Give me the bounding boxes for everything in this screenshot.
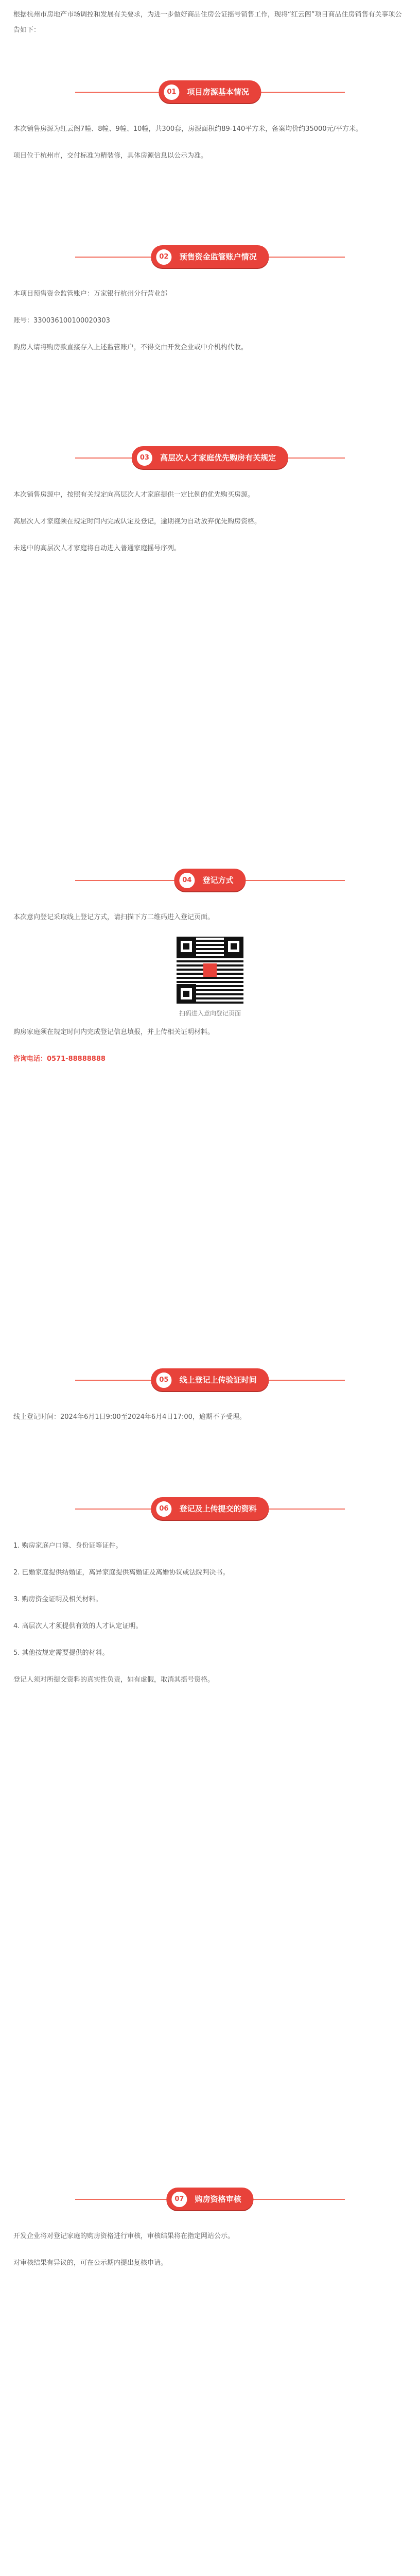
section-01 [13,77,407,175]
section-badge [151,1497,269,1520]
list-item: 4. 高层次人才须提供有效的人才认定证明。 [13,1622,143,1630]
qr-code-image[interactable] [177,937,243,1004]
paragraph: 本次销售房源为红云阁7幢、8幢、9幢、10幢，共300套，房源面积约89-140平方米，备案均价约35000元/平方米。 [13,125,362,133]
section-05 [13,1365,407,1436]
section-06 [13,1494,407,1699]
list-item: 5. 其他按规定需要提供的材料。 [13,1649,109,1657]
paragraph: 本项目预售资金监管账户：万家银行杭州分行营业部 [13,290,168,298]
account-number: 账号：330036100100020303 [13,317,110,325]
section-number: 04 [179,873,195,888]
paragraph: 本次意向登记采取线上登记方式，请扫描下方二维码进入登记页面。 [13,913,215,921]
section-number: 07 [171,2192,187,2207]
section-title: 预售资金监管账户情况 [179,252,257,262]
section-heading [13,1494,407,1523]
section-03 [13,443,407,568]
section-number: 06 [156,1501,171,1517]
section-badge [132,446,288,469]
paragraph: 未选中的高层次人才家庭将自动进入普通家庭摇号序列。 [13,545,181,552]
contact-phone: 咨询电话：0571-88888888 [13,1055,106,1063]
section-badge [159,80,261,103]
section-07 [13,2184,407,2282]
section-heading [13,1365,407,1394]
section-heading [13,2184,407,2213]
section-badge [166,2188,253,2210]
paragraph: 购房家庭须在规定时间内完成登记信息填报，并上传相关证明材料。 [13,1028,215,1036]
paragraph: 购房人请将购房款直接存入上述监管账户，不得交由开发企业或中介机构代收。 [13,344,248,351]
paragraph: 线上登记时间：2024年6月1日9:00至2024年6月4日17:00，逾期不予受理。 [13,1413,246,1421]
paragraph: 本次销售房源中，按照有关规定向高层次人才家庭提供一定比例的优先购买房源。 [13,491,255,499]
section-04 [13,866,407,1078]
section-badge [174,869,246,891]
list-item: 3. 购房资金证明及相关材料。 [13,1596,102,1603]
section-badge [151,245,269,268]
section-title: 购房资格审核 [195,2194,241,2204]
section-title: 项目房源基本情况 [187,87,249,97]
paragraph: 项目位于杭州市，交付标准为精装修，具体房源信息以公示为准。 [13,152,208,160]
section-number: 03 [137,450,152,466]
paragraph: 对审核结果有异议的，可在公示期内提出复核申请。 [13,2259,168,2267]
section-heading [13,242,407,271]
section-02 [13,242,407,367]
list-item: 2. 已婚家庭提供结婚证，离异家庭提供离婚证及离婚协议或法院判决书。 [13,1569,230,1577]
section-heading [13,866,407,894]
intro-paragraph: 根据杭州市房地产市场调控和发展有关要求，为进一步做好商品住房公证摇号销售工作，现将“红云阁”项目商品住房销售有关事项公告如下： [13,11,402,34]
section-badge [151,1368,269,1391]
paragraph: 开发企业将对登记家庭的购房资格进行审核，审核结果将在指定网站公示。 [13,2232,235,2240]
section-title: 登记及上传提交的资料 [179,1504,257,1514]
section-title: 高层次人才家庭优先购房有关规定 [160,453,276,463]
section-title: 线上登记上传验证时间 [179,1375,257,1385]
section-number: 01 [164,84,179,100]
section-heading [13,77,407,106]
paragraph: 登记人须对所提交资料的真实性负责，如有虚假，取消其摇号资格。 [13,1676,215,1684]
section-heading [13,443,407,472]
qr-caption: 扫码进入意向登记页面 [179,1010,241,1017]
paragraph: 高层次人才家庭须在规定时间内完成认定及登记，逾期视为自动放弃优先购房资格。 [13,518,261,526]
section-number: 02 [156,249,171,265]
section-title: 登记方式 [202,875,234,885]
list-item: 1. 购房家庭户口簿、身份证等证件。 [13,1542,122,1550]
section-number: 05 [156,1372,171,1388]
